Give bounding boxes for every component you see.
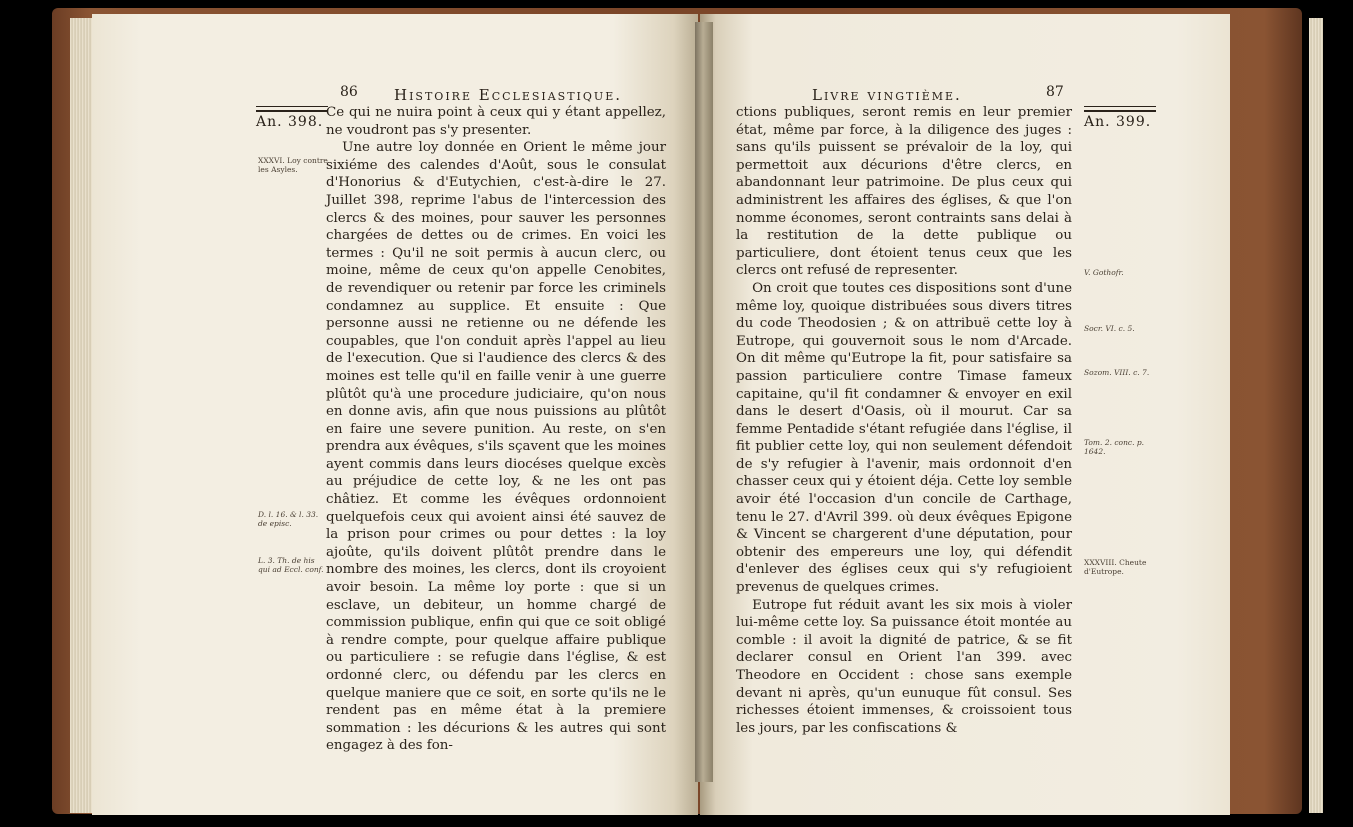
left-folio: 86 xyxy=(340,84,358,100)
right-margin-note-5: XXXVIII. Cheute d'Eutrope. xyxy=(1084,558,1147,576)
right-paragraph-1: ctions publiques, seront remis en leur premier état, même par force, à la diligence des juges : sans qu'ils puissent se prévaloir de la loy, qui permettoit aux décurions d'être clercs, en abandonnant leur patrimoine. De plus ceux qui administrent les affaires des églises, & que l'on nomme économes, seront contraints sans delai à la restitution de la dette publique ou particuliere, dont étoient tenus ceux que les clercs ont refusé de representer. xyxy=(736,105,1072,279)
right-page xyxy=(700,14,1230,815)
left-body-text xyxy=(326,104,666,755)
left-page xyxy=(92,14,698,815)
right-folio: 87 xyxy=(1046,84,1064,100)
right-margin-note-4: Tom. 2. conc. p. 1642. xyxy=(1084,438,1145,456)
right-running-head: Livre vingtième. xyxy=(812,86,962,104)
left-margin-note-1: XXXVI. Loy contre les Asyles. xyxy=(258,156,328,174)
left-margin-note-3: L. 3. Th. de his qui ad Eccl. conf. xyxy=(258,556,324,574)
page-edges-right xyxy=(1309,18,1323,813)
left-year: An. 398. xyxy=(256,110,328,130)
left-paragraph-1: Ce qui ne nuira point à ceux qui y étant appellez, ne voudront pas s'y presenter. xyxy=(326,105,666,138)
right-paragraph-2: On croit que toutes ces dispositions sont d'une même loy, quoique distribuées sous divers titres du code Theodosien ; & on attribuë cette loy à Eutrope, qui gouvernoit sous le nom d'Arcade. On dit même qu'Eutrope la fit, pour satisfaire sa passion particuliere contre Timase fameux capitaine, qu'il fit condamner & envoyer en exil dans le desert d'Oasis, où il mourut. Car sa femme Pentadide s'étant refugiée dans l'église, il fit publier cette loy, qui non seulement défendoit de s'y refugier à l'avenir, mais ordonnoit d'en chasser ceux qui y étoient déja. Cette loy semble avoir été l'occasion d'un concile de Carthage, tenu le 27. d'Avril 399. où deux évêques Epigone & Vincent se chargerent d'une députation, pour obtenir des empereurs une loy, qui défendit d'enlever des églises ceux qui s'y refugioient prevenus de quelques crimes. xyxy=(736,280,1072,596)
right-paragraph-3: Eutrope fut réduit avant les six mois à violer lui-même cette loy. Sa puissance étoit montée au comble : il avoit la dignité de patrice, & se fit declarer consul en Orient l'an 399. avec Theodore en Occident : chose sans exemple devant ni après, qu'un eunuque fût consul. Ses richesses étoient immenses, & croissoient tous les jours, par les confiscations & xyxy=(736,597,1072,736)
left-margin-note-2: D. l. 16. & l. 33. de episc. xyxy=(258,510,319,528)
left-running-head: Histoire Ecclesiastique. xyxy=(394,86,622,104)
right-year: An. 399. xyxy=(1084,110,1156,130)
right-margin-note-1: V. Gothofr. xyxy=(1084,268,1124,277)
right-margin-note-3: Sozom. VIII. c. 7. xyxy=(1084,368,1150,377)
left-paragraph-2: Une autre loy donnée en Orient le même jour sixiéme des calendes d'Août, sous le consulat d'Honorius & d'Eutychien, c'est-à-dire le 27. Juillet 398, reprime l'abus de l'intercession des clercs & des moines, pour sauver les personnes chargées de dettes ou de crimes. En voici les termes : Qu'il ne soit permis à aucun clerc, ou moine, même de ceux qu'on appelle Cenobites, de revendiquer ou retenir par force les criminels condamnez au supplice. Et ensuite : Que personne aussi ne retienne ou ne défende les coupables, que l'on conduit après l'appel au lieu de l'execution. Que si l'audience des clercs & des moines est telle qu'il en faille venir à une guerre plûtôt qu'à une procedure judiciaire, qu'on nous en donne avis, afin que nous puissions au plûtôt en faire une severe punition. Au reste, on s'en prendra aux évêques, s'ils sçavent que les moines ayent commis dans leurs diocéses quelque excès au préjudice de cette loy, & ne les ont pas châtiez. Et comme les évêques ordonnoient quelquefois ceux qui avoient ainsi été sauvez de la prison pour crimes ou pour dettes : la loy ajoûte, qu'ils doivent plûtôt prendre dans le nombre des moines, les clercs, dont ils croyoient avoir besoin. La même loy porte : que si un esclave, un debiteur, un homme chargé de commission publique, enfin qui que ce soit obligé à rendre compte, pour quelque affaire publique ou particuliere : se refugie dans l'église, & est ordonné clerc, ou défendu par les clercs en quelque maniere que ce soit, en sorte qu'ils ne le rendent pas en même état à la premiere sommation : les décurions & les autres qui sont engagez à des fon- xyxy=(326,140,666,754)
right-body-text xyxy=(736,104,1072,737)
book-gutter xyxy=(695,22,713,782)
right-margin-note-2: Socr. VI. c. 5. xyxy=(1084,324,1135,333)
